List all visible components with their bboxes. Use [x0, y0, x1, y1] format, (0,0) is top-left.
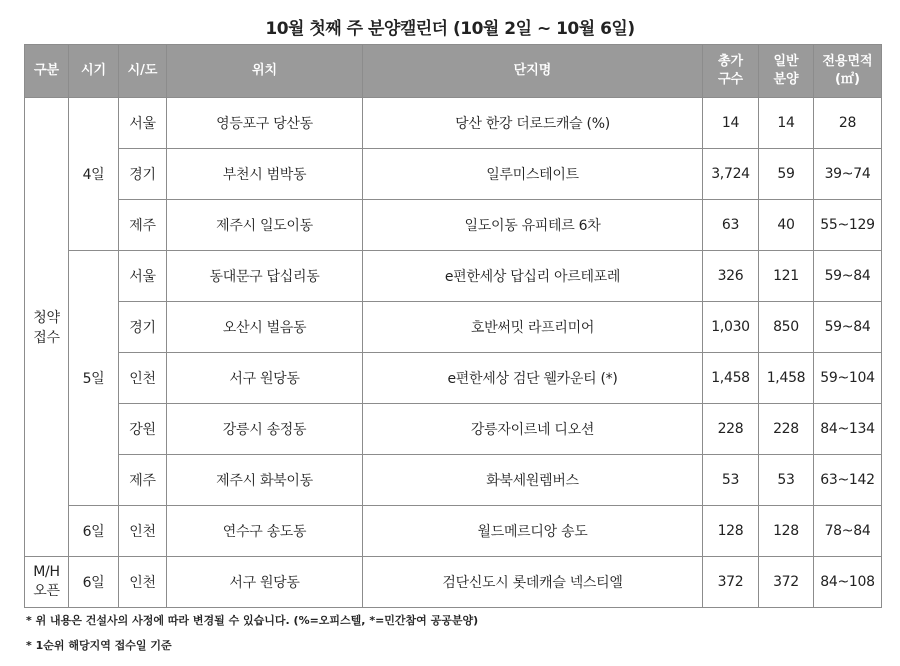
category-cell [25, 98, 69, 557]
category-label: M/H [33, 564, 60, 580]
location-cell: 제주시 일도이동 [167, 200, 363, 251]
table-row [25, 404, 882, 455]
general-sale-cell: 53 [759, 455, 814, 506]
complex-cell: e편한세상 답십리 아르테포레 [363, 251, 703, 302]
table-row [25, 149, 882, 200]
complex-cell: 월드메르디앙 송도 [363, 506, 703, 557]
header-area-line2: (㎡) [835, 72, 860, 87]
table-row [25, 302, 882, 353]
region-cell: 제주 [119, 200, 167, 251]
header-total-line2: 구수 [717, 72, 744, 87]
complex-cell: 일도이동 유피테르 6차 [363, 200, 703, 251]
table-row [25, 455, 882, 506]
date-cell: 4일 [69, 98, 119, 251]
table-row [25, 353, 882, 404]
general-sale-cell: 1,458 [759, 353, 814, 404]
general-sale-cell: 372 [759, 557, 814, 608]
total-units-cell: 53 [703, 455, 759, 506]
footnote: * 1순위 해당지역 접수일 기준 [26, 639, 172, 652]
header-location: 위치 [167, 45, 363, 98]
location-cell: 서구 원당동 [167, 557, 363, 608]
footnote: * 위 내용은 건설사의 사정에 따라 변경될 수 있습니다. (%=오피스텔, *=민간참여 공공분양) [26, 614, 479, 627]
total-units-cell: 1,030 [703, 302, 759, 353]
header-area-line1: 전용면적 [822, 54, 873, 70]
general-sale-cell: 128 [759, 506, 814, 557]
region-cell: 인천 [119, 506, 167, 557]
location-cell: 영등포구 당산동 [167, 98, 363, 149]
header-complex: 단지명 [363, 45, 703, 98]
total-units-cell: 3,724 [703, 149, 759, 200]
area-cell: 84~108 [814, 557, 882, 608]
header-general-line2: 분양 [773, 72, 799, 87]
general-sale-cell: 850 [759, 302, 814, 353]
location-cell: 연수구 송도동 [167, 506, 363, 557]
complex-cell: 강릉자이르네 디오션 [363, 404, 703, 455]
table-row [25, 98, 882, 149]
date-cell: 6일 [69, 557, 119, 608]
location-cell: 부천시 범박동 [167, 149, 363, 200]
total-units-cell: 14 [703, 98, 759, 149]
region-cell: 경기 [119, 149, 167, 200]
table-row [25, 506, 882, 557]
date-cell: 6일 [69, 506, 119, 557]
header-total-line1: 총가 [717, 54, 744, 70]
area-cell: 84~134 [814, 404, 882, 455]
complex-cell: 검단신도시 롯데캐슬 넥스티엘 [363, 557, 703, 608]
area-cell: 55~129 [814, 200, 882, 251]
header-category: 구분 [25, 45, 69, 98]
location-cell: 동대문구 답십리동 [167, 251, 363, 302]
header-exclusive-area [814, 45, 882, 98]
location-cell: 제주시 화북이동 [167, 455, 363, 506]
total-units-cell: 1,458 [703, 353, 759, 404]
complex-cell: e편한세상 검단 웰카운티 (*) [363, 353, 703, 404]
area-cell: 59~84 [814, 302, 882, 353]
page-title: 10월 첫째 주 분양캘린더 (10월 2일 ~ 10월 6일) [265, 19, 635, 39]
region-cell: 제주 [119, 455, 167, 506]
general-sale-cell: 59 [759, 149, 814, 200]
header-time: 시기 [69, 45, 119, 98]
footnotes [26, 612, 478, 662]
region-cell: 서울 [119, 251, 167, 302]
header-general-sale [759, 45, 814, 98]
date-cell: 5일 [69, 251, 119, 506]
table-row [25, 251, 882, 302]
total-units-cell: 326 [703, 251, 759, 302]
category-label: 청약 [33, 310, 60, 326]
area-cell: 39~74 [814, 149, 882, 200]
total-units-cell: 63 [703, 200, 759, 251]
area-cell: 28 [814, 98, 882, 149]
category-label: 오픈 [33, 583, 60, 599]
complex-cell: 일루미스테이트 [363, 149, 703, 200]
complex-cell: 호반써밋 라프리미어 [363, 302, 703, 353]
area-cell: 59~104 [814, 353, 882, 404]
region-cell: 서울 [119, 98, 167, 149]
total-units-cell: 228 [703, 404, 759, 455]
general-sale-cell: 14 [759, 98, 814, 149]
header-total-units [703, 45, 759, 98]
table-row [25, 557, 882, 608]
category-cell [25, 557, 69, 608]
header-general-line1: 일반 [773, 54, 799, 70]
table-row [25, 200, 882, 251]
general-sale-cell: 228 [759, 404, 814, 455]
region-cell: 인천 [119, 557, 167, 608]
complex-cell: 화북세원렘버스 [363, 455, 703, 506]
category-label: 접수 [33, 330, 60, 346]
total-units-cell: 128 [703, 506, 759, 557]
location-cell: 오산시 벌음동 [167, 302, 363, 353]
area-cell: 78~84 [814, 506, 882, 557]
area-cell: 63~142 [814, 455, 882, 506]
region-cell: 경기 [119, 302, 167, 353]
header-region: 시/도 [119, 45, 167, 98]
general-sale-cell: 40 [759, 200, 814, 251]
complex-cell: 당산 한강 더로드캐슬 (%) [363, 98, 703, 149]
area-cell: 59~84 [814, 251, 882, 302]
location-cell: 강릉시 송정동 [167, 404, 363, 455]
header-row [25, 45, 882, 98]
general-sale-cell: 121 [759, 251, 814, 302]
region-cell: 강원 [119, 404, 167, 455]
region-cell: 인천 [119, 353, 167, 404]
total-units-cell: 372 [703, 557, 759, 608]
sales-calendar-table [24, 44, 882, 608]
location-cell: 서구 원당동 [167, 353, 363, 404]
